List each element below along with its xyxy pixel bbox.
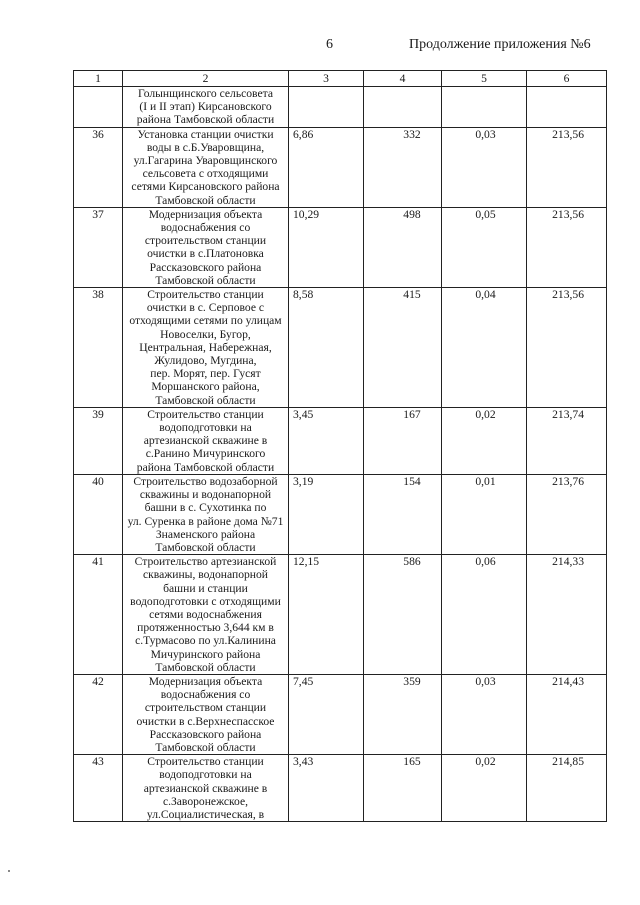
cell-col5: 0,03	[442, 674, 527, 754]
column-header: 6	[527, 71, 607, 87]
cell-col4: 154	[364, 474, 442, 554]
cell-col6: 214,33	[527, 555, 607, 675]
cell-col4: 498	[364, 207, 442, 287]
cell-col5	[442, 87, 527, 128]
cell-col6: 214,85	[527, 755, 607, 822]
cell-col4: 167	[364, 407, 442, 474]
row-number: 43	[74, 755, 123, 822]
row-number	[74, 87, 123, 128]
row-number: 38	[74, 288, 123, 408]
table-row	[74, 207, 607, 287]
cell-col3: 10,29	[289, 207, 364, 287]
cell-col3: 12,15	[289, 555, 364, 675]
row-number: 40	[74, 474, 123, 554]
cell-col5: 0,02	[442, 407, 527, 474]
column-header: 3	[289, 71, 364, 87]
cell-col5: 0,03	[442, 127, 527, 207]
table-row	[74, 87, 607, 128]
cell-col6: 214,43	[527, 674, 607, 754]
column-header: 2	[123, 71, 289, 87]
table-row	[74, 474, 607, 554]
cell-col5: 0,05	[442, 207, 527, 287]
cell-col5: 0,02	[442, 755, 527, 822]
row-number: 37	[74, 207, 123, 287]
object-name: Голынщинского сельсовета (I и II этап) Кирсановского района Тамбовской области	[123, 87, 289, 128]
table-row	[74, 755, 607, 822]
cell-col6	[527, 87, 607, 128]
object-name: Строительство станции очистки в с. Серповое с отходящими сетями по улицам Новоселки, Бугор, Центральная, Набережная, Жулидово, Мугдина, пер. Морят, пер. Гусят Моршанского района, Тамбовской области	[123, 288, 289, 408]
row-number: 36	[74, 127, 123, 207]
table-row	[74, 127, 607, 207]
cell-col3: 8,58	[289, 288, 364, 408]
cell-col5: 0,06	[442, 555, 527, 675]
cell-col3: 3,45	[289, 407, 364, 474]
cell-col3: 3,19	[289, 474, 364, 554]
row-number: 39	[74, 407, 123, 474]
cell-col6: 213,56	[527, 207, 607, 287]
object-name: Строительство артезианской скважины, водонапорной башни и станции водоподготовки с отходящими сетями водоснабжения протяженностью 3,644 км в с.Турмасово по ул.Калинина Мичуринского района Тамбовской области	[123, 555, 289, 675]
column-header: 1	[74, 71, 123, 87]
table-header-row	[74, 71, 607, 87]
object-name: Установка станции очистки воды в с.Б.Уваровщина, ул.Гагарина Уваровщинского сельсовета с отходящими сетями Кирсановского района Тамбовской области	[123, 127, 289, 207]
row-number: 42	[74, 674, 123, 754]
cell-col3: 6,86	[289, 127, 364, 207]
cell-col4: 359	[364, 674, 442, 754]
cell-col6: 213,56	[527, 288, 607, 408]
object-name: Модернизация объекта водоснабжения со строительством станции очистки в с.Платоновка Рассказовского района Тамбовской области	[123, 207, 289, 287]
cell-col3	[289, 87, 364, 128]
column-header: 5	[442, 71, 527, 87]
table-row	[74, 407, 607, 474]
table-row	[74, 288, 607, 408]
cell-col5: 0,01	[442, 474, 527, 554]
cell-col3: 3,43	[289, 755, 364, 822]
cell-col5: 0,04	[442, 288, 527, 408]
page-number: 6	[326, 37, 333, 52]
table-row	[74, 674, 607, 754]
cell-col3: 7,45	[289, 674, 364, 754]
cell-col4: 586	[364, 555, 442, 675]
cell-col6: 213,56	[527, 127, 607, 207]
object-name: Модернизация объекта водоснабжения со строительством станции очистки в с.Верхнеспасское Рассказовского района Тамбовской области	[123, 674, 289, 754]
object-name: Строительство станции водоподготовки на артезианской скважине в с.Заворонежское, ул.Социалистическая, в	[123, 755, 289, 822]
cell-col6: 213,76	[527, 474, 607, 554]
column-header: 4	[364, 71, 442, 87]
object-name: Строительство водозаборной скважины и водонапорной башни в с. Сухотинка по ул. Суренка в районе дома №71 Знаменского района Тамбовской области	[123, 474, 289, 554]
scan-speck	[8, 870, 10, 872]
row-number: 41	[74, 555, 123, 675]
cell-col4: 332	[364, 127, 442, 207]
cell-col4: 165	[364, 755, 442, 822]
object-name: Строительство станции водоподготовки на артезианской скважине в с.Ранино Мичуринского района Тамбовской области	[123, 407, 289, 474]
cell-col6: 213,74	[527, 407, 607, 474]
cell-col4	[364, 87, 442, 128]
table-row	[74, 555, 607, 675]
cell-col4: 415	[364, 288, 442, 408]
continuation-title: Продолжение приложения №6	[409, 37, 591, 52]
appendix-table	[73, 70, 607, 822]
